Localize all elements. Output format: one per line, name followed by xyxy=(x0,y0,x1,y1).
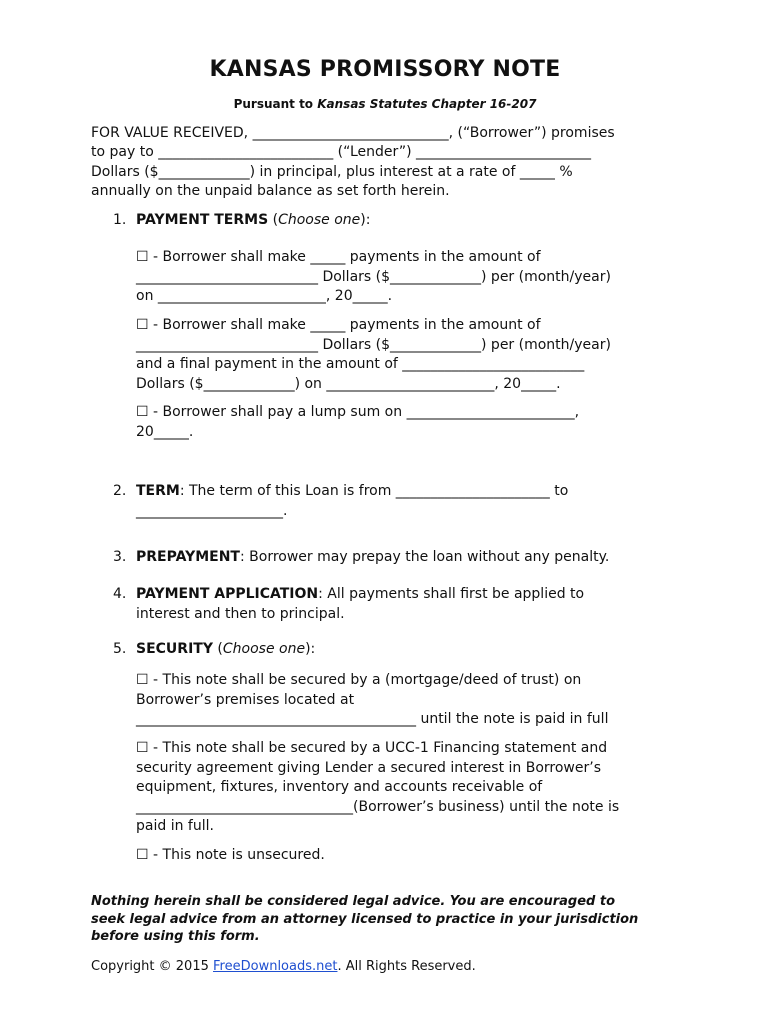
option-line: equipment, fixtures, inventory and accounts receivable of xyxy=(136,779,543,795)
section-heading: TERM xyxy=(136,483,180,499)
option-line: Borrower’s premises located at xyxy=(136,691,355,708)
copyright-prefix: Copyright © 2015 xyxy=(91,959,214,974)
section-prepayment xyxy=(113,548,683,568)
option-line: - Borrower shall make _____ payments in the amount of xyxy=(148,249,541,265)
document-subtitle xyxy=(0,97,770,111)
paren-open: ( xyxy=(212,641,223,657)
checkbox[interactable]: ☐ xyxy=(136,317,149,333)
intro-line: annually on the unpaid balance as set forth herein. xyxy=(91,182,450,199)
subtitle-statute: Kansas Statutes Chapter 16-207 xyxy=(317,97,537,111)
option-line: on ________________________, 20_____. xyxy=(136,288,393,304)
option-line: - This note is unsecured. xyxy=(148,847,325,863)
option-line: - This note shall be secured by a UCC-1 Financing statement and xyxy=(148,740,608,756)
section-number: 3. xyxy=(113,549,127,565)
payment-option-installments-final xyxy=(136,316,681,394)
choose-one-hint: Choose one xyxy=(222,641,306,657)
intro-line: Dollars ($_____________) in principal, plus interest at a rate of _____ % xyxy=(91,163,573,180)
option-line: __________________________ Dollars ($_____________) per (month/year) xyxy=(136,268,611,285)
choose-one-hint: Choose one xyxy=(278,212,361,228)
payment-option-lump-sum xyxy=(136,403,681,442)
section-security xyxy=(113,640,683,660)
section-number: 4. xyxy=(113,586,127,602)
section-text: _____________________. xyxy=(136,502,288,519)
option-line: _______________________________(Borrower’s business) until the note is xyxy=(136,798,620,815)
intro-line: to pay to _________________________ (“Lender”) _________________________ xyxy=(91,144,591,161)
checkbox[interactable]: ☐ xyxy=(136,740,149,756)
section-payment-application xyxy=(113,585,683,624)
section-term xyxy=(113,482,683,521)
subtitle-prefix: Pursuant to xyxy=(233,97,318,111)
checkbox[interactable]: ☐ xyxy=(136,404,149,420)
option-line: - Borrower shall make _____ payments in the amount of xyxy=(148,317,541,333)
option-line: - This note shall be secured by a (mortgage/deed of trust) on xyxy=(148,672,582,688)
security-option-unsecured xyxy=(136,846,681,866)
section-heading: PAYMENT APPLICATION xyxy=(136,586,319,602)
option-line: 20_____. xyxy=(136,423,194,440)
option-line: security agreement giving Lender a secured interest in Borrower’s xyxy=(136,759,601,776)
option-line: - Borrower shall pay a lump sum on ________________________, xyxy=(148,404,580,420)
intro-paragraph xyxy=(91,124,681,201)
option-line: Dollars ($_____________) on ________________________, 20_____. xyxy=(136,375,561,392)
paren-open: ( xyxy=(268,212,279,228)
section-heading: SECURITY xyxy=(136,641,213,657)
freedownloads-link[interactable]: FreeDownloads.net xyxy=(213,959,338,974)
paren-close: ): xyxy=(305,641,316,657)
copyright-notice xyxy=(91,959,476,974)
option-line: __________________________ Dollars ($_____________) per (month/year) xyxy=(136,336,611,353)
checkbox[interactable]: ☐ xyxy=(136,249,149,265)
section-number: 5. xyxy=(113,641,127,657)
option-line: paid in full. xyxy=(136,818,214,834)
security-option-mortgage xyxy=(136,671,681,730)
section-text: interest and then to principal. xyxy=(136,605,345,622)
paren-close: ): xyxy=(360,212,371,228)
disclaimer-line: seek legal advice from an attorney licensed to practice in your jurisdiction xyxy=(91,911,639,927)
section-text: : Borrower may prepay the loan without any penalty. xyxy=(239,549,610,565)
section-number: 1. xyxy=(113,212,127,228)
section-text: : The term of this Loan is from ______________________ to xyxy=(179,483,569,499)
disclaimer-line: before using this form. xyxy=(91,929,260,944)
section-number: 2. xyxy=(113,483,127,499)
security-option-ucc1 xyxy=(136,739,681,837)
intro-line: FOR VALUE RECEIVED, ____________________________, (“Borrower”) promises xyxy=(91,125,615,141)
option-line: ________________________________________ until the note is paid in full xyxy=(136,711,609,727)
section-heading: PREPAYMENT xyxy=(136,549,240,565)
copyright-suffix: . All Rights Reserved. xyxy=(337,959,476,974)
section-payment-terms xyxy=(113,211,683,231)
section-heading: PAYMENT TERMS xyxy=(136,212,269,228)
checkbox[interactable]: ☐ xyxy=(136,847,149,863)
document-title: KANSAS PROMISSORY NOTE xyxy=(209,57,561,82)
checkbox[interactable]: ☐ xyxy=(136,672,149,688)
section-text: : All payments shall first be applied to xyxy=(318,586,585,602)
option-line: and a final payment in the amount of __________________________ xyxy=(136,356,585,372)
legal-disclaimer xyxy=(91,893,691,946)
disclaimer-line: Nothing herein shall be considered legal advice. You are encouraged to xyxy=(91,894,616,909)
payment-option-installments xyxy=(136,248,681,307)
